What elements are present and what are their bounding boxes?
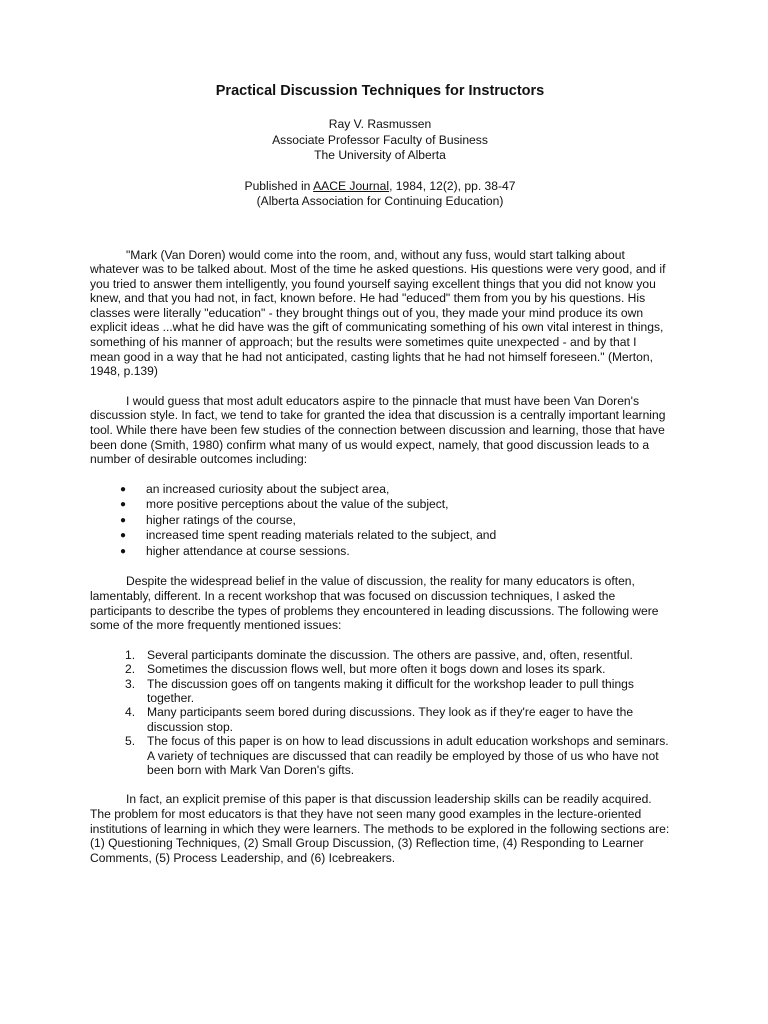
list-number: 4. [125, 705, 136, 720]
list-item [90, 662, 670, 676]
bullet-icon: ● [120, 530, 127, 542]
author-position: Associate Professor Faculty of Business [272, 132, 488, 147]
outcomes-list [90, 482, 670, 560]
list-item [90, 528, 670, 544]
list-number: 1. [125, 647, 136, 662]
list-item [90, 705, 670, 734]
list-item-text: The focus of this paper is on how to lead discussions in adult education workshops and seminars. A variety of techniques are discussed that can readily be employed by those of us who have not been born with Mark Van Doren's gifts. [147, 734, 669, 777]
list-item [90, 648, 670, 662]
bullet-icon: ● [120, 545, 127, 557]
author-name: Ray V. Rasmussen [328, 117, 432, 131]
list-item [90, 513, 670, 529]
list-item [90, 734, 670, 777]
publication-association: (Alberta Association for Continuing Education) [256, 194, 504, 208]
publication-line [90, 179, 670, 195]
list-item [90, 677, 670, 706]
list-number: 5. [125, 734, 136, 749]
list-item [90, 497, 670, 513]
list-number: 2. [125, 662, 136, 677]
publication-block [90, 179, 670, 210]
bullet-icon: ● [120, 483, 127, 495]
bullet-icon: ● [120, 499, 127, 511]
publication-prefix: Published in [244, 178, 314, 193]
publication-details: , 1984, 12(2), pp. 38-47 [389, 178, 516, 193]
list-item [90, 482, 670, 498]
author-block [90, 117, 670, 164]
list-item-text: Several participants dominate the discussion. The others are passive, and, often, resentful. [147, 647, 633, 662]
list-item-text: Many participants seem bored during discussions. They look as if they're eager to have the discussion stop. [147, 705, 634, 734]
list-item-text: Sometimes the discussion flows well, but more often it bogs down and loses its spark. [147, 662, 606, 677]
bullet-icon: ● [120, 514, 127, 526]
list-number: 3. [125, 676, 136, 691]
premise-paragraph: In fact, an explicit premise of this paper is that discussion leadership skills can be readily acquired. The problem for most educators is that they have not seen many good examples in the lecture-oriented institutions of learning in which they were learners. The methods to be explored in the following sections are: (1) Questioning Techniques, (2) Small Group Discussion, (3) Reflection time, (4) Responding to Learner Comments, (5) Process Leadership, and (6) Icebreakers. [90, 792, 670, 865]
list-item [90, 544, 670, 560]
list-item-text: higher ratings of the course, [146, 512, 296, 527]
list-item-text: higher attendance at course sessions. [146, 543, 350, 558]
issues-list [90, 648, 670, 778]
journal-link[interactable]: AACE Journal [313, 178, 390, 193]
opening-quote: "Mark (Van Doren) would come into the room, and, without any fuss, would start talking about whatever was to be talked about. Most of the time he asked questions. His questions were very good, and if you tried to answer them intelligently, you found yourself saying excellent things that you did not know you knew, and that you had not, in fact, known before. He had "educed" them from you by his questions. His classes were literally "education" - they brought things out of you, they made your mind produce its own explicit ideas ...what he did have was the gift of communicating something of his own vital interest in things, something of his manner of approach; but the results were sometimes quite unexpected - and by that I mean good in a way that he had not anticipated, casting lights that he had not himself foreseen." (Merton, 1948, p.139) [90, 247, 666, 379]
list-item-text: The discussion goes off on tangents making it difficult for the workshop leader to pull things together. [147, 676, 634, 705]
document-title: Practical Discussion Techniques for Instructors [215, 83, 545, 99]
list-item-text: an increased curiosity about the subject area, [146, 481, 390, 496]
list-item-text: more positive perceptions about the value of the subject, [146, 497, 449, 512]
author-institution: The University of Alberta [314, 148, 446, 162]
intro-paragraph: I would guess that most adult educators aspire to the pinnacle that must have been Van Doren's discussion style. In fact, we tend to take for granted the idea that discussion is a centrally important learning tool. While there have been few studies of the connection between discussion and learning, those that have been done (Smith, 1980) confirm what many of us would expect, namely, that good discussion leads to a number of desirable outcomes including: [90, 393, 666, 467]
issues-intro-paragraph: Despite the widespread belief in the value of discussion, the reality for many educators is often, lamentably, different. In a recent workshop that was focused on discussion techniques, I asked the participants to describe the types of problems they encountered in leading discussions. The following were some of the more frequently mentioned issues: [90, 574, 659, 633]
list-item-text: increased time spent reading materials related to the subject, and [146, 528, 497, 543]
